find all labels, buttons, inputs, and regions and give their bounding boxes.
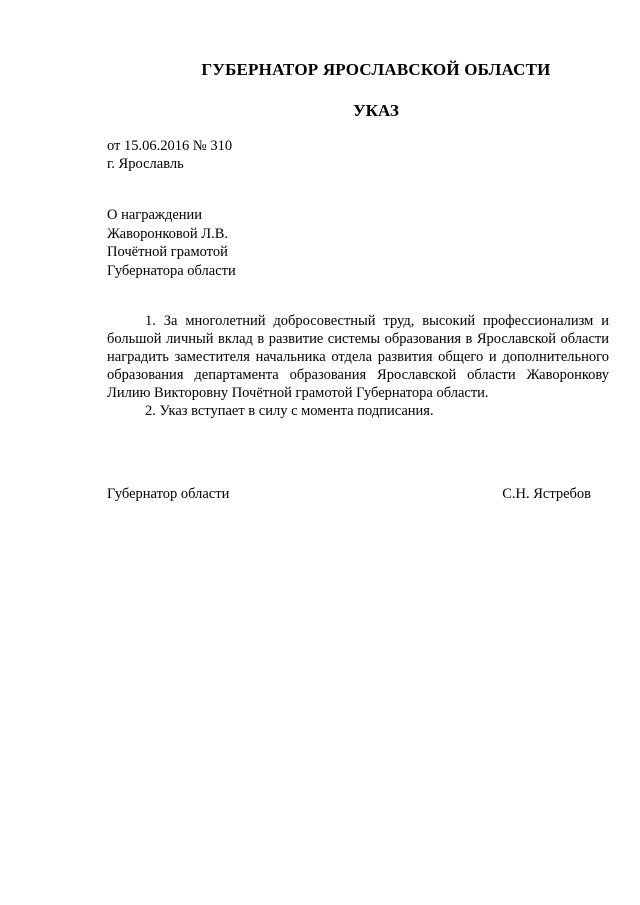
place: г. Ярославль xyxy=(107,156,184,172)
signatory-title: Губернатор области xyxy=(107,486,230,502)
signatory-name: С.Н. Ястребов xyxy=(502,486,591,502)
paragraph-2: 2. Указ вступает в силу с момента подписания. xyxy=(145,403,434,419)
subject-line: Губернатора области xyxy=(107,262,236,279)
document-subject xyxy=(107,206,236,280)
paragraph-1: 1. За многолетний добросовестный труд, высокий профессионализм и большой личный вклад в развитие системы образования в Ярославской области наградить заместителя начальника отдела развития общего и дополнительного образования департамента образования Ярославской области Жаворонкову Лилию Викторовну Почётной грамотой Губернатора области. xyxy=(107,313,609,401)
subject-line: Жаворонковой Л.В. xyxy=(107,225,229,242)
date-number: от 15.06.2016 № 310 xyxy=(107,138,233,154)
subject-line: О награждении xyxy=(107,207,203,223)
issuing-authority: ГУБЕРНАТОР ЯРОСЛАВСКОЙ ОБЛАСТИ xyxy=(201,60,551,79)
document-type: УКАЗ xyxy=(353,101,399,120)
subject-line: Почётной грамотой xyxy=(107,244,228,260)
document-body xyxy=(107,312,609,420)
document-meta xyxy=(107,137,232,173)
